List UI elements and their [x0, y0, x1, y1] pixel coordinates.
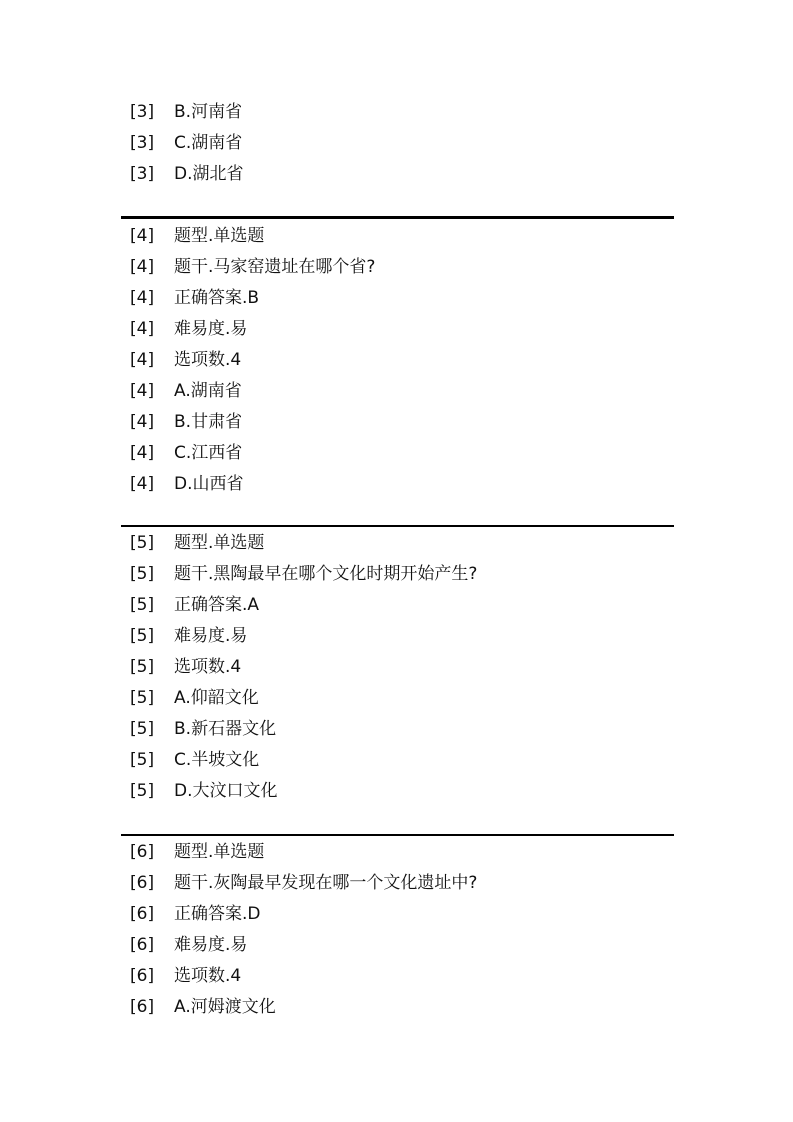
option-count-text: 选项数.4 [174, 966, 242, 986]
question-number-tag: [5] [130, 564, 155, 584]
question-number-tag: [4] [130, 288, 155, 308]
option-text: C.江西省 [174, 443, 243, 463]
section-divider [121, 525, 674, 527]
question-number-tag: [5] [130, 750, 155, 770]
question-number-tag: [4] [130, 412, 155, 432]
difficulty-text: 难易度.易 [174, 935, 248, 955]
question-number-tag: [6] [130, 966, 155, 986]
option-text: C.半坡文化 [174, 750, 260, 770]
option-text: A.仰韶文化 [174, 688, 259, 708]
question-number-tag: [5] [130, 626, 155, 646]
question-number-tag: [6] [130, 935, 155, 955]
option-text: D.湖北省 [174, 164, 244, 184]
question-number-tag: [6] [130, 842, 155, 862]
answer-text: 正确答案.B [174, 288, 260, 308]
question-stem-text: 题干.马家窑遗址在哪个省? [174, 257, 376, 277]
option-text: B.甘肃省 [174, 412, 243, 432]
question-number-tag: [4] [130, 257, 155, 277]
question-number-tag: [3] [130, 164, 155, 184]
option-count-text: 选项数.4 [174, 350, 242, 370]
question-number-tag: [5] [130, 657, 155, 677]
question-number-tag: [4] [130, 319, 155, 339]
question-number-tag: [6] [130, 873, 155, 893]
option-text: D.山西省 [174, 474, 244, 494]
section-divider [121, 216, 674, 219]
question-type-text: 题型.单选题 [174, 226, 265, 246]
question-number-tag: [5] [130, 595, 155, 615]
question-number-tag: [5] [130, 688, 155, 708]
question-number-tag: [5] [130, 781, 155, 801]
question-number-tag: [5] [130, 533, 155, 553]
option-text: D.大汶口文化 [174, 781, 278, 801]
question-number-tag: [4] [130, 350, 155, 370]
answer-text: 正确答案.D [174, 904, 261, 924]
difficulty-text: 难易度.易 [174, 626, 248, 646]
question-number-tag: [5] [130, 719, 155, 739]
option-text: A.河姆渡文化 [174, 997, 276, 1017]
question-number-tag: [3] [130, 102, 155, 122]
option-text: A.湖南省 [174, 381, 242, 401]
difficulty-text: 难易度.易 [174, 319, 248, 339]
option-text: C.湖南省 [174, 133, 243, 153]
option-count-text: 选项数.4 [174, 657, 242, 677]
option-text: B.新石器文化 [174, 719, 277, 739]
question-number-tag: [6] [130, 997, 155, 1017]
question-type-text: 题型.单选题 [174, 533, 265, 553]
question-number-tag: [4] [130, 474, 155, 494]
section-divider [121, 834, 674, 836]
question-number-tag: [4] [130, 381, 155, 401]
question-number-tag: [4] [130, 443, 155, 463]
question-number-tag: [6] [130, 904, 155, 924]
option-text: B.河南省 [174, 102, 243, 122]
answer-text: 正确答案.A [174, 595, 260, 615]
question-number-tag: [4] [130, 226, 155, 246]
question-stem-text: 题干.黑陶最早在哪个文化时期开始产生? [174, 564, 478, 584]
question-stem-text: 题干.灰陶最早发现在哪一个文化遗址中? [174, 873, 478, 893]
question-type-text: 题型.单选题 [174, 842, 265, 862]
question-number-tag: [3] [130, 133, 155, 153]
